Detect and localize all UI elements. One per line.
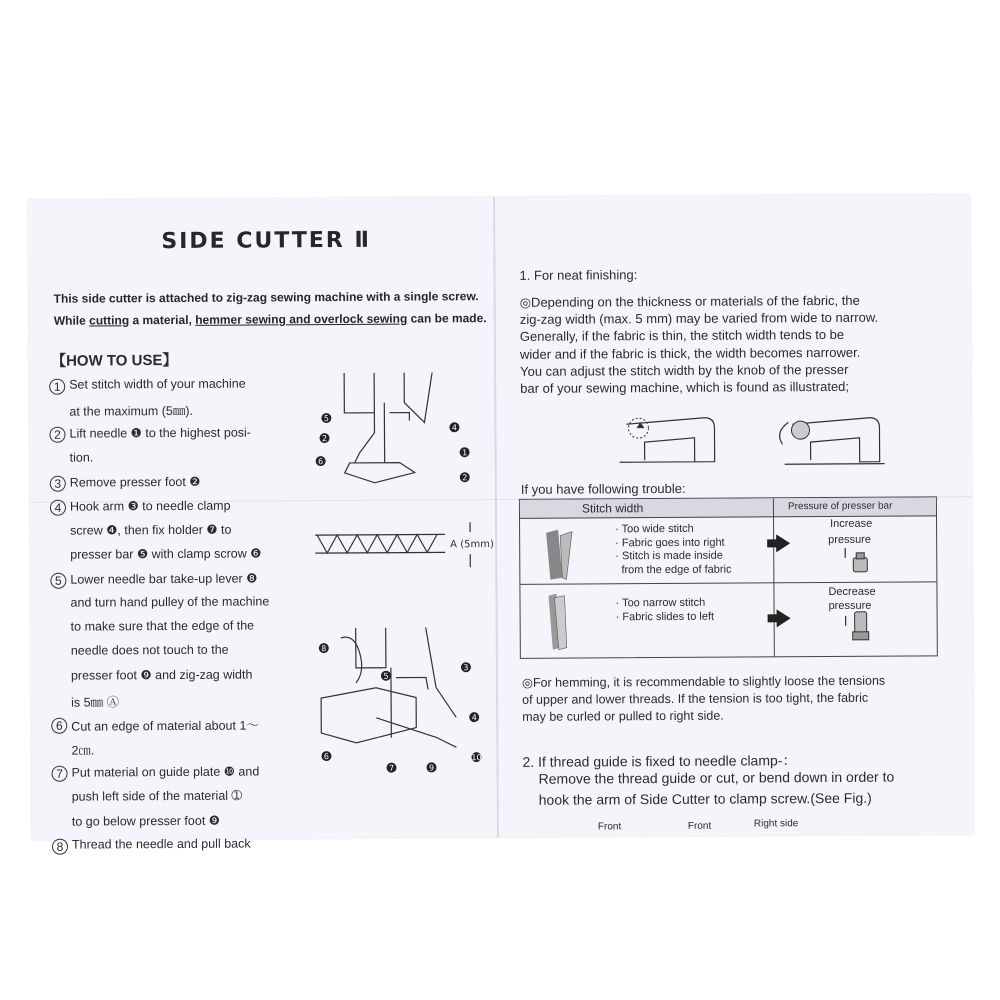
step-6-line-1: Cut an edge of material about 1〜 [71, 718, 259, 734]
step-5-line-2: and turn hand pulley of the machine [70, 594, 270, 610]
step-number-3: 3 [50, 475, 66, 491]
step-number-8: 8 [52, 838, 68, 854]
para1-line-4: wider and if the fabric is thick, the width becomes narrower. [519, 344, 861, 362]
increase-label-2: pressure [828, 533, 871, 547]
decrease-label-2: pressure [828, 599, 872, 613]
fig2-badge-label-2: 5 [383, 671, 389, 681]
step-1-line-2: at the maximum (5㎜). [69, 404, 194, 419]
step-number-5: 5 [50, 572, 66, 588]
step-2-line-1: Lift needle ❶ to the highest posi- [69, 425, 251, 442]
fig1-badge-label-2: 2 [321, 434, 328, 444]
step-5-line-6: is 5㎜ Ⓐ [71, 694, 120, 710]
fig-label-right-side: Right side [753, 818, 799, 830]
step-number-7: 7 [52, 766, 68, 782]
para3-line-1: Remove the thread guide or cut, or bend down in order to [538, 768, 895, 787]
instruction-sheet [28, 194, 974, 854]
fig1-badge-label-3: 6 [318, 457, 324, 467]
fig2-badge-label-6: 7 [388, 763, 395, 773]
para1-line-2: zig-zag width (max. 5 mm) may be varied from wide to narrow. [519, 309, 879, 328]
step-4-line-3: presser bar ❺ with clamp scrow ❻ [70, 546, 262, 563]
step-7-line-2: push left side of the material ➀ [71, 788, 243, 805]
fig1-badge-label-6: 2 [462, 473, 468, 483]
fig1-badge-label-4: 4 [451, 423, 458, 433]
step-5-line-1: Lower needle bar take-up lever ❽ [70, 571, 258, 587]
knob-down-icon [846, 608, 876, 648]
para1-line-1: ◎Depending on the thickness or materials of the fabric, the [519, 292, 860, 310]
wide-stitch-fabric-image [542, 528, 582, 583]
column-header-stitch-width: Stitch width [581, 501, 644, 516]
row2-item-2: · Fabric slides to left [615, 610, 715, 624]
side-cutter-assembly-figure [316, 627, 487, 778]
step-1-line-1: Set stitch width of your machine [69, 376, 246, 392]
section-2-title: 2. If thread guide is fixed to needle clamp-： [522, 752, 797, 770]
row1-item-3: · Stitch is made inside [615, 549, 723, 563]
fig2-badge-label-1: 8 [321, 644, 327, 654]
how-to-use-heading: 【HOW TO USE】 [50, 351, 178, 370]
fig2-badge-label-8: 10 [471, 753, 482, 763]
page-title: SIDE CUTTER Ⅱ [161, 227, 372, 255]
fig1-badge-label-5: 1 [462, 448, 468, 458]
arrow-right-icon [776, 534, 790, 552]
para1-line-6: bar of your sewing machine, which is found as illustrated; [520, 378, 850, 396]
step-number-1: 1 [49, 379, 65, 395]
step-8-line-1: Thread the needle and pull back [71, 836, 251, 852]
stitch-width-label: A (5mm) [450, 539, 494, 551]
row2-item-1: · Too narrow stitch [615, 596, 706, 610]
step-number-2: 2 [49, 427, 65, 443]
narrow-stitch-fabric-image [542, 592, 582, 652]
increase-label: Increase [830, 517, 873, 530]
para1-line-3: Generally, if the fabric is thin, the stitch width tends to be [519, 327, 845, 345]
step-5-line-4: needle does not touch to the [70, 642, 229, 658]
step-number-4: 4 [50, 500, 66, 516]
fig2-badge-label-7: 9 [428, 763, 435, 773]
step-6-line-2: 2㎝. [71, 743, 95, 758]
section-1-title: 1. For neat finishing: [519, 267, 638, 283]
decrease-label: Decrease [828, 585, 876, 599]
step-4-line-2: screw ❹, then fix holder ❼ to [70, 522, 232, 538]
trouble-table [519, 496, 938, 659]
step-2-line-2: tion. [69, 450, 94, 465]
para2-line-1: ◎For hemming, it is recommendable to slightly loose the tensions [521, 673, 886, 690]
sewing-machine-illustration-2 [774, 402, 894, 468]
intro-line-1: This side cutter is attached to zig-zag sewing machine with a single screw. [53, 289, 479, 306]
fig1-badge-label-1: 5 [323, 414, 329, 424]
step-3-line-1: Remove presser foot ❷ [69, 474, 201, 490]
zigzag-stitch-figure [315, 522, 494, 573]
center-fold [493, 197, 499, 837]
row1-item-1: · Too wide stitch [615, 522, 694, 536]
fig-label-front-1: Front [597, 821, 622, 833]
intro-line-2: While cutting a material, hemmer sewing and overlock sewing can be made. [53, 311, 487, 328]
fig-label-front-2: Front [687, 820, 712, 832]
step-5-line-5: presser foot ❾ and zig-zag width [70, 667, 253, 684]
sewing-machine-illustration-1 [614, 404, 724, 470]
row1-item-4: from the edge of fabric [615, 563, 732, 576]
para2-line-3: may be curled or pulled to right side. [522, 708, 724, 724]
para2-line-2: of upper and lower threads. If the tension is too tight, the fabric [522, 690, 869, 707]
knob-up-icon [845, 548, 875, 578]
step-number-6: 6 [51, 717, 67, 733]
para1-line-5: You can adjust the stitch width by the knob of the presser [520, 361, 849, 379]
row1-item-2: · Fabric goes into right [615, 536, 725, 549]
arrow-right-icon-2 [777, 609, 791, 627]
para3-line-2: hook the arm of Side Cutter to clamp screw.(See Fig.) [538, 789, 872, 808]
column-header-pressure: Pressure of presser bar [787, 500, 893, 513]
step-7-line-3: to go below presser foot ❾ [71, 813, 220, 829]
step-7-line-1: Put material on guide plate ❿ and [71, 764, 260, 780]
step-4-line-1: Hook arm ❸ to needle clamp [69, 498, 231, 514]
trouble-heading: If you have following trouble: [520, 480, 686, 497]
step-5-line-3: to make sure that the edge of the [70, 618, 255, 634]
fig2-badge-label-4: 4 [471, 713, 477, 723]
fig2-badge-label-5: 6 [323, 752, 330, 762]
presser-foot-figure [314, 372, 475, 503]
fig2-badge-label-3: 3 [463, 663, 469, 673]
